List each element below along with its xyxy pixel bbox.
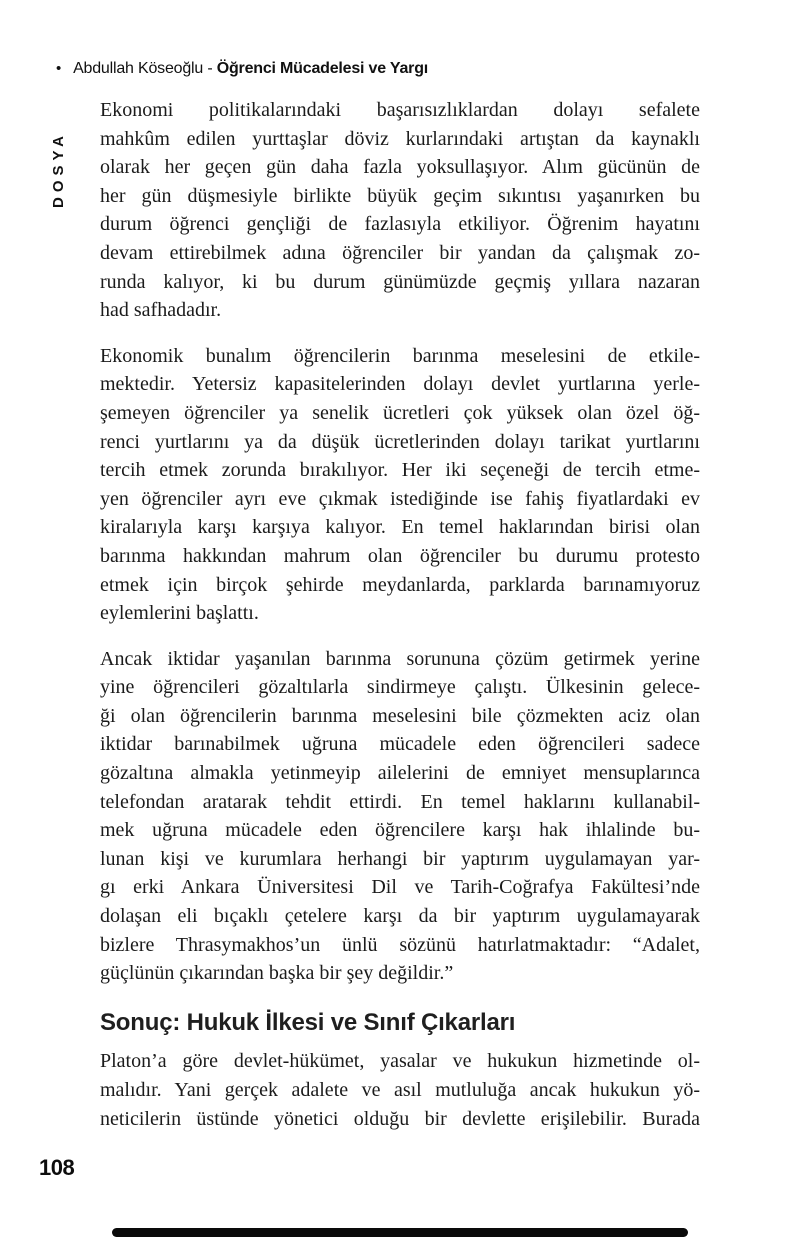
paragraph (100, 342, 700, 628)
text-line: durum öğrenci gençliği de fazlasıyla etkiliyor. Öğrenim hayatını (100, 213, 700, 236)
text-line: Platon’a göre devlet-hükümet, yasalar ve hukukun hizmetinde ol- (100, 1050, 700, 1073)
running-header-author: Abdullah Köseoğlu - (73, 60, 217, 77)
text-line: olarak her geçen gün daha fazla yoksullaşıyor. Alım gücünün de (100, 156, 700, 179)
bullet-icon: • (56, 60, 62, 77)
text-line: devam ettirebilmek adına öğrenciler bir yandan da çalışmak zo- (100, 241, 700, 264)
text-line: Ancak iktidar yaşanılan barınma sorununa çözüm getirmek yerine (100, 647, 700, 670)
text-line: güçlünün çıkarından başka bir şey değildir.” (100, 962, 454, 985)
text-line: her gün düşmesiyle birlikte büyük geçim sıkıntısı yaşanırken bu (100, 184, 700, 207)
text-line: bizlere Thrasymakhos’un ünlü sözünü hatırlatmaktadır: “Adalet, (100, 933, 700, 956)
text-line: gı erki Ankara Üniversitesi Dil ve Tarih-Coğrafya Fakültesi’nde (100, 876, 700, 899)
text-line: iktidar barınabilmek uğruna mücadele eden öğrencileri sadece (100, 733, 700, 756)
paragraph (100, 96, 700, 325)
text-line: yine öğrencileri gözaltılarla sindirmeye çalıştı. Ülkesinin gelece- (100, 676, 700, 699)
text-line: mek uğruna mücadele eden öğrencilere karşı hak ihlalinde bu- (100, 819, 700, 842)
text-line: telefondan aratarak tehdit ettirdi. En temel haklarını kullanabil- (100, 790, 700, 813)
text-line: mahkûm edilen yurttaşlar döviz kurlarındaki artıştan da kaynaklı (100, 127, 700, 150)
text-line: barınma hakkından mahrum olan öğrenciler bu durumu protesto (100, 544, 700, 567)
text-line: kiralarıyla karşı karşıya kalıyor. En temel haklarından birisi olan (100, 516, 700, 539)
running-header (56, 60, 428, 78)
text-line: mektedir. Yetersiz kapasitelerinden dolayı devlet yurtlarına yerle- (100, 373, 700, 396)
text-line: Ekonomik bunalım öğrencilerin barınma meselesini de etkile- (100, 344, 700, 367)
section-label-vertical: DOSYA (50, 131, 67, 208)
text-line: malıdır. Yani gerçek adalete ve asıl mutluluğa ancak hukukun yö- (100, 1079, 700, 1101)
paragraph (100, 1047, 700, 1133)
text-line: runda kalıyor, ki bu durum günümüzde geçmiş yıllara nazaran (100, 270, 700, 293)
text-line: ği olan öğrencilerin barınma meselesini bile çözmekten aciz olan (100, 704, 700, 727)
paragraph (100, 645, 700, 988)
text-line: lunan kişi ve kurumlara herhangi bir yaptırım uygulamayan yar- (100, 847, 700, 870)
text-content (100, 96, 700, 1150)
home-indicator-bar (112, 1228, 688, 1237)
text-line: had safhadadır. (100, 299, 222, 322)
text-line: dolaşan eli bıçaklı çetelere karşı da bir yaptırım uygulamayarak (100, 905, 700, 928)
text-line: şemeyen öğrenciler ya senelik ücretleri çok yüksek olan özel öğ- (100, 401, 700, 424)
text-line: etmek için birçok şehirde meydanlarda, parklarda barınamıyoruz (100, 573, 700, 596)
section-heading: Sonuç: Hukuk İlkesi ve Sınıf Çıkarları (100, 1008, 516, 1036)
text-line: Ekonomi politikalarındaki başarısızlıklardan dolayı sefalete (100, 99, 700, 121)
text-line: gözaltına almakla yetinmeyip ailelerini de emniyet mensuplarınca (100, 762, 700, 785)
text-line: yen öğrenciler ayrı eve çıkmak istediğinde ise fahiş fiyatlardaki ev (100, 487, 700, 510)
text-line: neticilerin üstünde yönetici olduğu bir devlette erişilebilir. Burada (100, 1107, 700, 1130)
text-line: tercih etmek zorunda bırakılıyor. Her iki seçeneği de tercih etme- (100, 459, 700, 482)
text-line: renci yurtlarını ya da düşük ücretlerinden dolayı tarikat yurtlarını (100, 430, 700, 453)
running-header-title: Öğrenci Mücadelesi ve Yargı (216, 60, 429, 77)
text-line: eylemlerini başlattı. (100, 602, 259, 625)
page-number: 108 (39, 1155, 75, 1180)
